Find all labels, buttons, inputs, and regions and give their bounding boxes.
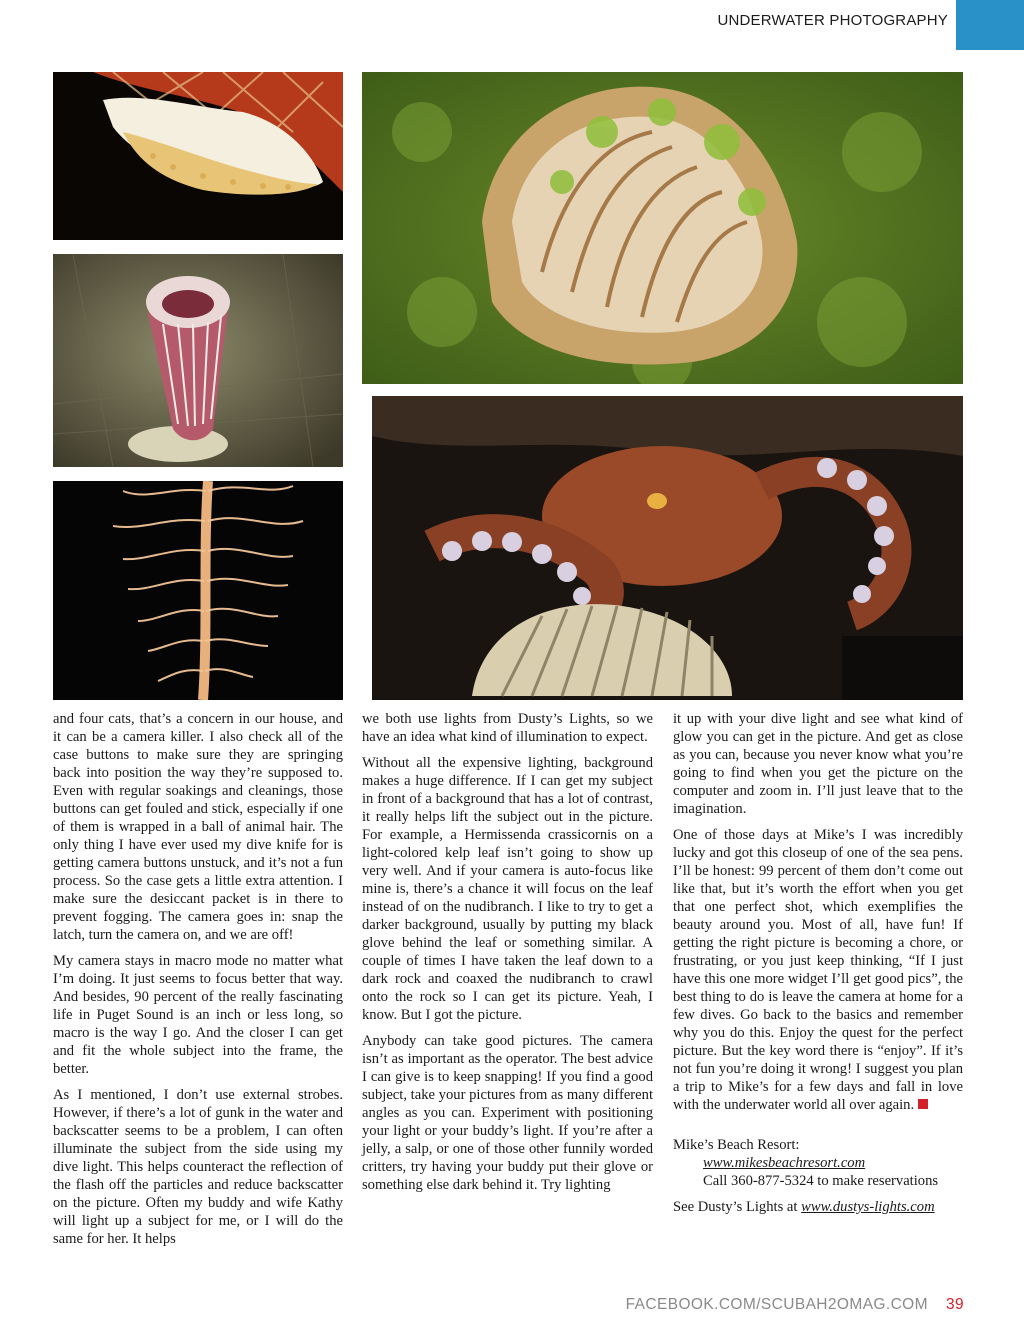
nudibranch-photo-icon xyxy=(362,72,963,384)
footer-site[interactable]: FACEBOOK.COM/SCUBAH2OMAG.COM xyxy=(625,1296,928,1313)
photo-nudibranch-on-net xyxy=(53,72,343,240)
octopus-photo-icon xyxy=(372,396,963,700)
photo-sea-pen xyxy=(53,481,343,700)
resort-link[interactable]: www.mikesbeachresort.com xyxy=(703,1155,866,1171)
nudibranch-photo-icon xyxy=(53,72,343,240)
text-column-middle xyxy=(362,710,653,1202)
section-tab-block xyxy=(956,0,1024,50)
photo-tube-worm xyxy=(53,254,343,467)
text-column-right xyxy=(673,710,963,1216)
paragraph-text: One of those days at Mike’s I was incredibly lucky and got this closeup of one of the sea pens. I’ll be honest: 99 percent of them don’t come out like that, but it’s worth the effort when you get that one perfect shot, which exemplifies the beauty around you. Most of all, have fun! If getting the right picture is becoming a chore, or frustrating, or you just keep thinking, “If I just have this one more widget I’ll get good pics”, the best thing to do is leave the camera at home for a few dives. Go back to the basics and remember why you do this. Enjoy the quest for the perfect picture. But the key word there is “enjoy”. If it’s not fun you’re doing it wrong! I suggest you plan a trip to Mike’s for a few days and fall in love with the underwater world all over again. xyxy=(673,827,963,1113)
paragraph: and four cats, that’s a concern in our house, and it can be a camera killer. I also check all of the case buttons to make sure they are springing back into position the way they’re supposed to. Even with regular soakings and cleanings, those buttons can get fouled and stick, especially if one of them is wrapped in a ball of animal hair. The only thing I have ever used my dive knife for is getting camera buttons unstuck, and it’s not a fun process. So the case gets a little extra attention. I make sure the desiccant packet is in there to prevent fogging. The camera goes in: snap the latch, turn the camera on, and we are off! xyxy=(53,711,343,943)
paragraph: Anybody can take good pictures. The camera isn’t as important as the operator. The best advice I can give is to keep snapping! If you find a good subject, take your pictures from as many different angles as you can. Experiment with positioning your light or your buddy’s light. If you’re after a jelly, a salp, or one of those other funnily worded critters, try having your buddy put their glove or something else dark behind it. Try lighting xyxy=(362,1033,653,1193)
page-footer xyxy=(600,1296,964,1314)
sea-pen-photo-icon xyxy=(53,481,343,700)
paragraph: we both use lights from Dusty’s Lights, so we have an idea what kind of illumination to expect. xyxy=(362,711,653,745)
resort-info xyxy=(673,1136,963,1216)
dusty-prefix: See Dusty’s Lights at xyxy=(673,1199,802,1215)
end-mark-icon xyxy=(918,1099,928,1109)
paragraph: As I mentioned, I don’t use external strobes. However, if there’s a lot of gunk in the water and backscatter seems to be a problem, I can often illuminate the subject from the side using my dive light. This helps counteract the reflection of the flash off the particles and reduce backscatter on the picture. Often my buddy and wife Kathy will light up a subject for me, or I will do the same for her. It helps xyxy=(53,1087,343,1247)
paragraph: My camera stays in macro mode no matter what I’m doing. It just seems to focus better that way. And besides, 90 percent of the really fascinating life in Puget Sound is an inch or less long, so macro is the way I go. And the closer I can get and fit the whole subject into the frame, the better. xyxy=(53,953,343,1077)
text-column-left xyxy=(53,710,343,1256)
tube-worm-photo-icon xyxy=(53,254,343,467)
section-label: UNDERWATER PHOTOGRAPHY xyxy=(717,12,948,29)
photo-green-nudibranch xyxy=(362,72,963,384)
dusty-lights-line xyxy=(673,1198,963,1216)
resort-phone: Call 360-877-5324 to make reservations xyxy=(703,1173,939,1189)
paragraph: it up with your dive light and see what kind of glow you can get in the picture. And get as close as you can, because you never know what you’re going to find when you get the picture on the computer and zoom in. I’ll just leave that to the imagination. xyxy=(673,711,963,817)
dusty-lights-link[interactable]: www.dustys-lights.com xyxy=(801,1199,935,1215)
paragraph: Without all the expensive lighting, background makes a huge difference. If I can get my subject in front of a background that has a lot of contrast, it really helps lift the subject out in the picture. For example, a Hermissenda crassicornis on a light-colored kelp leaf isn’t going to show up very well. And if your camera is auto-focus like mine is, there’s a chance it will focus on the leaf instead of on the nudibranch. I like to try to get a darker background, usually by putting my black glove behind the leaf or something similar. A couple of times I have taken the leaf down to a dark rock and coaxed the nudibranch to crawl onto the rock so I can get its picture. Yeah, I know. But I got the picture. xyxy=(362,755,653,1023)
resort-name: Mike’s Beach Resort: xyxy=(673,1137,800,1153)
page-number: 39 xyxy=(945,1296,964,1313)
paragraph-last xyxy=(673,826,963,1114)
photo-octopus xyxy=(372,396,963,700)
